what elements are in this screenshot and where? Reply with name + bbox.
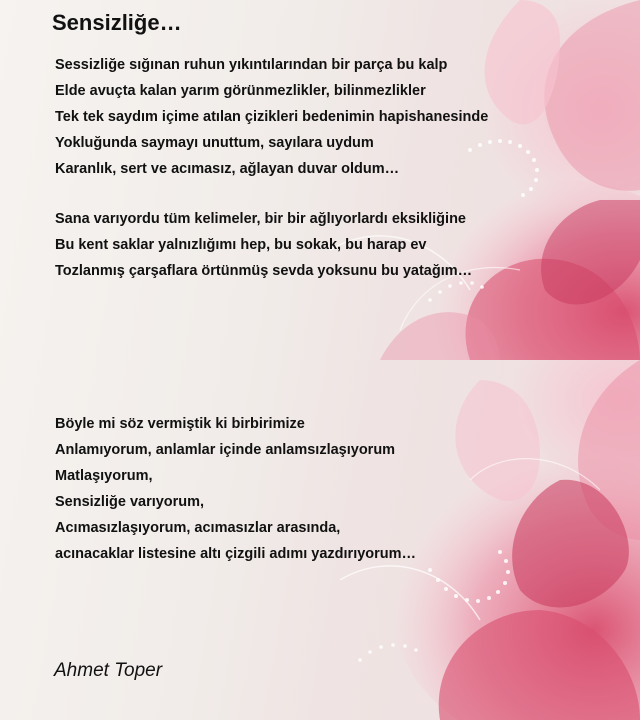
poem-author: Ahmet Toper <box>54 660 163 681</box>
poem-line: Sensizliğe varıyorum, <box>55 494 205 510</box>
poem-line: Böyle mi söz vermiştik ki birbirimize <box>55 416 305 432</box>
poem-stanza-2 <box>55 206 472 284</box>
poem-line: Karanlık, sert ve acımasız, ağlayan duvar oldum… <box>55 161 400 177</box>
poem-line: Bu kent saklar yalnızlığımı hep, bu sokak, bu harap ev <box>55 237 427 253</box>
poem-stanza-3 <box>55 411 416 567</box>
poem-stanza-1 <box>55 52 488 182</box>
poem-line: Sessizliğe sığınan ruhun yıkıntılarından bir parça bu kalp <box>55 57 448 73</box>
poem-title: Sensizliğe… <box>52 10 182 35</box>
poem-line: Anlamıyorum, anlamlar içinde anlamsızlaşıyorum <box>55 442 396 458</box>
poem-line: Elde avuçta kalan yarım görünmezlikler, bilinmezlikler <box>55 83 426 99</box>
poem-line: Acımasızlaşıyorum, acımasızlar arasında, <box>55 520 341 536</box>
poem-line: Yokluğunda saymayı unuttum, sayılara uydum <box>55 135 374 151</box>
poem-line: Tozlanmış çarşaflara örtünmüş sevda yoksunu bu yatağım… <box>55 263 473 279</box>
poem-line: Sana varıyordu tüm kelimeler, bir bir ağlıyorlardı eksikliğine <box>55 211 466 227</box>
poem-line: Matlaşıyorum, <box>55 468 153 484</box>
poem-line: acınacaklar listesine altı çizgili adımı yazdırıyorum… <box>55 546 417 562</box>
poem-line: Tek tek saydım içime atılan çizikleri bedenimin hapishanesinde <box>55 109 489 125</box>
